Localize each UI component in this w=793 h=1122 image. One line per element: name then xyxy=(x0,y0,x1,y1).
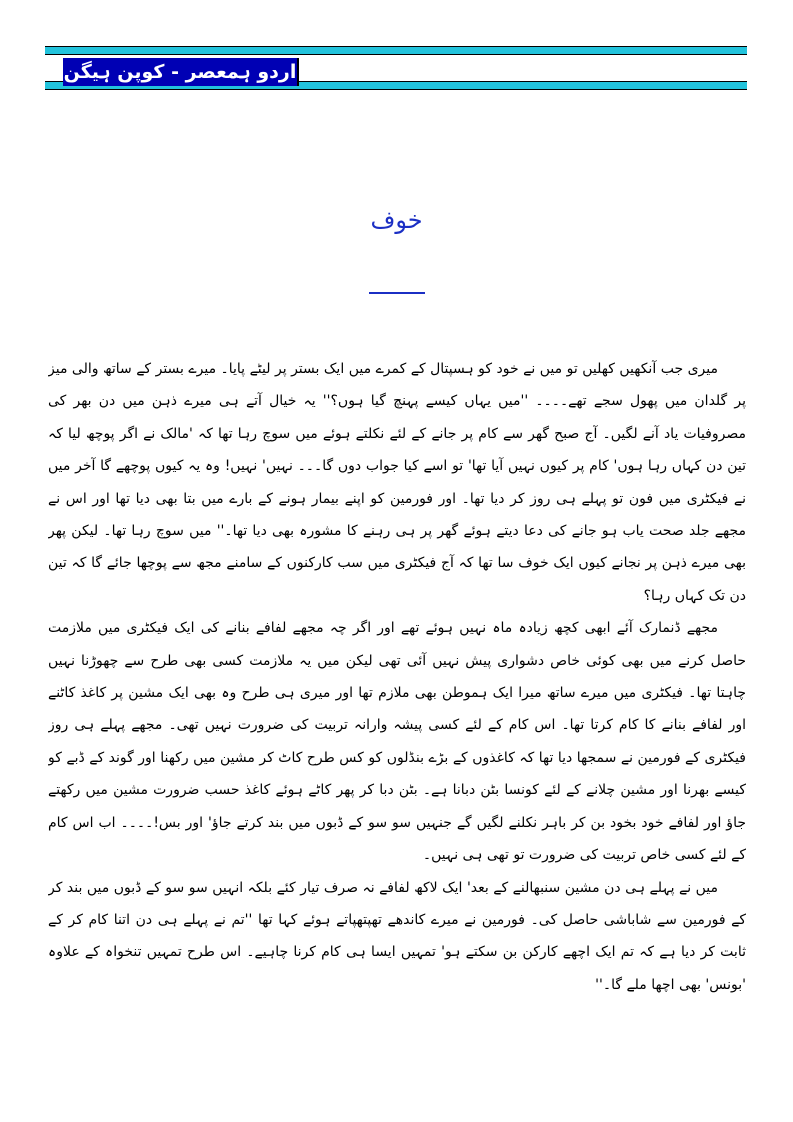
publication-title: اردو ہمعصر - کوپن ہیگن xyxy=(63,58,299,86)
paragraph-3: میں نے پہلے ہی دن مشین سنبھالنے کے بعد' ایک لاکھ لفافے نہ صرف تیار کئے بلکہ انہیں سو سو کے ڈبوں میں بند کر کے فورمین سے شاباشی حاصل کی۔ فورمین نے میرے کاندھے تھپتھپاتے ہوئے کہا تھا ''تم نے پہلے ہی دن اتنا کام کر کے ثابت کر دیا ہے کہ تم ایک اچھے کارکن بن سکتے ہو' تمہیں ایسا ہی کام کرنا چاہیے۔ اس طرح تمہیں تنخواہ کے علاوہ 'بونس' بھی اچھا ملے گا۔'' xyxy=(48,879,746,993)
story-title: خوف xyxy=(370,206,423,234)
story-body xyxy=(48,353,746,1093)
paragraph-1: میری جب آنکھیں کھلیں تو میں نے خود کو ہسپتال کے کمرے میں ایک بستر پر لیٹے پایا۔ میرے بستر کے ساتھ والی میز پر گلدان میں پھول سجے تھے۔۔۔۔ ''میں یہاں کیسے پہنچ گیا ہوں؟'' یہ خیال آتے ہی میرے ذہن میں دن بھر کی مصروفیات یاد آنے لگیں۔ آج صبح گھر سے کام پر جانے کے لئے نکلتے ہوئے میں سوچ رہا تھا کہ 'مالک نے اگر پوچھ لیا کہ تین دن کہاں رہا ہوں' کام پر کیوں نہیں آیا تھا' تو اسے کیا جواب دوں گا۔۔۔ نہیں' نہیں! وہ یہ کیوں پوچھے گا آخر میں نے فیکٹری میں فون تو پہلے ہی روز کر دیا تھا۔ اور فورمین کو اپنے بیمار ہونے کے بارے میں بتا بھی دیا تھا اور اس نے مجھے جلد صحت یاب ہو جانے کی دعا دیتے ہوئے گھر پر ہی رہنے کا مشورہ بھی دیا تھا۔'' میں سوچ رہا تھا۔ لیکن پھر بھی میرے ذہن پر نجانے کیوں ایک خوف سا تھا کہ آج فیکٹری میں سب کارکنوں کے سامنے مجھ سے پوچھا جائے گا کہ تین دن تک کہاں رہا؟ xyxy=(48,361,746,604)
title-underline xyxy=(369,292,425,294)
header-rule-top xyxy=(45,46,747,55)
paragraph-2: مجھے ڈنمارک آئے ابھی کچھ زیادہ ماہ نہیں ہوئے تھے اور اگر چہ مجھے لفافے بنانے کی ایک فیکٹری میں ملازمت حاصل کرنے میں بھی کوئی خاص دشواری پیش نہیں آئی تھی لیکن میں یہ ملازمت کسی بھی طرح سے چھوڑنا نہیں چاہتا تھا۔ فیکٹری میں میرے ساتھ میرا ایک ہموطن بھی ملازم تھا اور میری ہی طرح وہ بھی ایک مشین پر کاغذ کاٹنے اور لفافے بنانے کا کام کرتا تھا۔ اس کام کے لئے کسی پیشہ وارانہ تربیت کی ضرورت نہیں تھی۔ مجھے پہلے ہی روز فیکٹری کے فورمین نے سمجھا دیا تھا کہ کاغذوں کے بڑے بنڈلوں کو کس طرح کاٹ کر مشین میں رکھنا اور گوند کے ڈبے کو کیسے بھرنا اور مشین چلانے کے لئے کونسا بٹن دبانا ہے۔ بٹن دبا کر پھر کاٹے ہوئے کاغذ حسب ضرورت مشین میں رکھتے جاؤ اور لفافے خود بخود بن کر باہر نکلنے لگیں گے جنہیں سو سو کے ڈبوں میں بند کرتے جاؤ' اور بس!۔۔۔۔ اب اس کام کے لئے کسی خاص تربیت کی ضرورت تو تھی ہی نہیں۔ xyxy=(48,620,746,864)
